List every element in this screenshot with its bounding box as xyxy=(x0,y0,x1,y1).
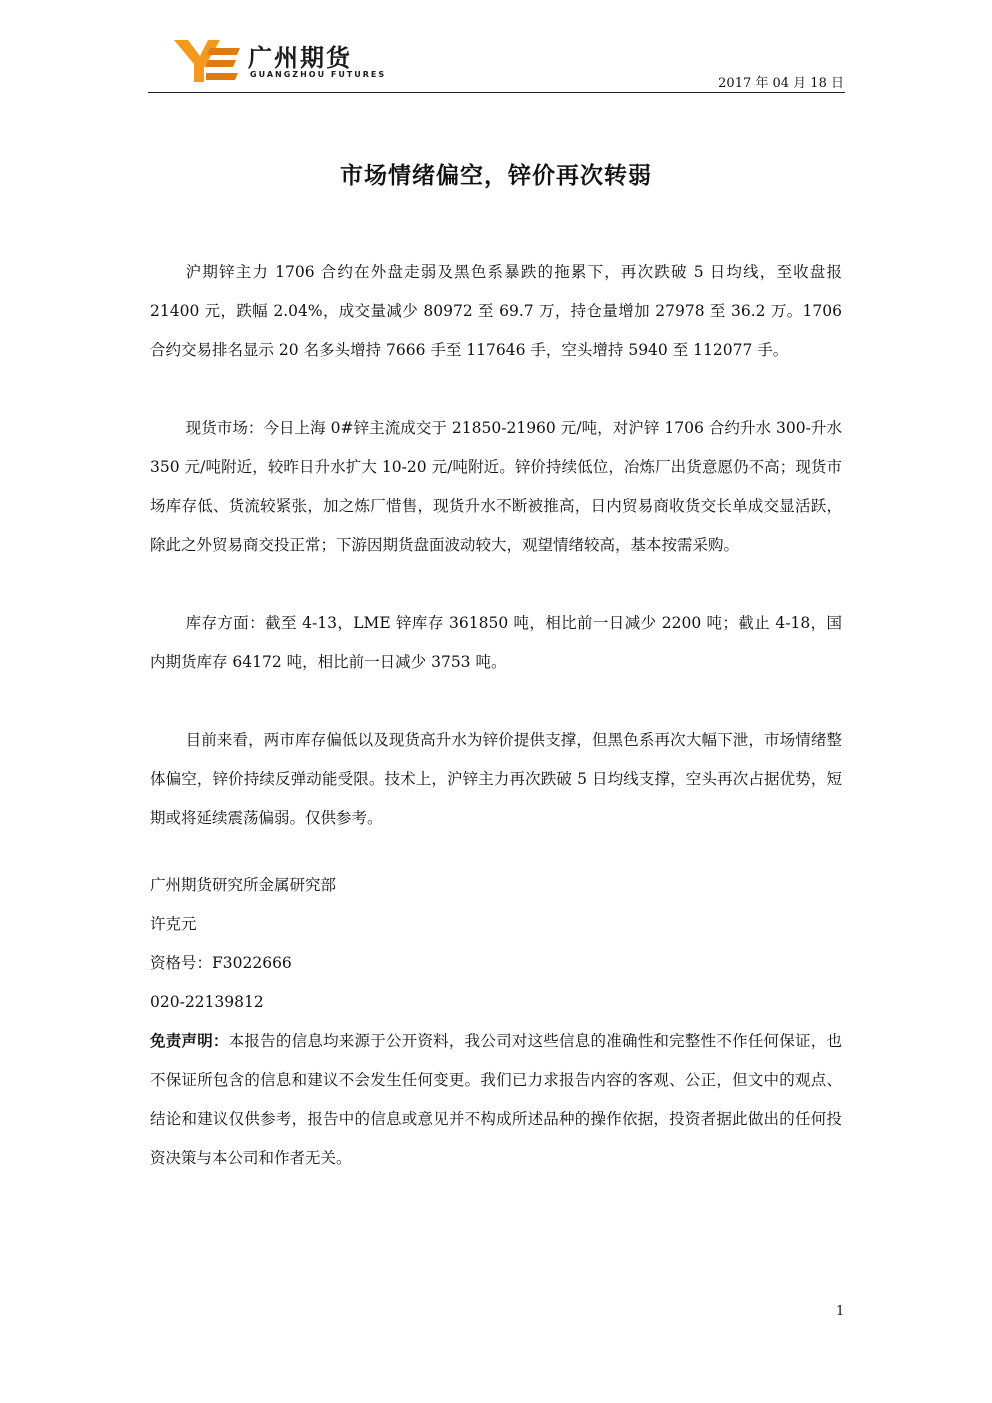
signature-phone: 020-22139812 xyxy=(150,993,264,1011)
signature-author: 许克元 xyxy=(150,915,197,933)
logo-english-name: GUANGZHOU FUTURES xyxy=(250,70,387,79)
disclaimer xyxy=(150,1022,842,1178)
report-body xyxy=(150,253,842,1178)
paragraph-market: 沪期锌主力 1706 合约在外盘走弱及黑色系暴跌的拖累下，再次跌破 5 日均线，至收盘报 21400 元，跌幅 2.04%，成交量减少 80972 至 69.7 万，持仓量增加 27978 至 36.2 万。1706 合约交易排名显示 20 名多头增持 7666 手至 117646 手，空头增持 5940 至 112077 手。 xyxy=(150,263,842,359)
paragraph-outlook: 目前来看，两市库存偏低以及现货高升水为锌价提供支撑，但黑色系再次大幅下泄，市场情绪整体偏空，锌价持续反弹动能受限。技术上，沪锌主力再次跌破 5 日均线支撑，空头再次占据优势，短期或将延续震荡偏弱。仅供参考。 xyxy=(150,731,842,827)
signature-department: 广州期货研究所金属研究部 xyxy=(150,876,337,894)
report-date: 2017 年 04 月 18 日 xyxy=(718,76,844,91)
paragraph-spot: 现货市场：今日上海 0#锌主流成交于 21850-21960 元/吨，对沪锌 1706 合约升水 300-升水 350 元/吨附近，较昨日升水扩大 10-20 元/吨附近。锌价持续低位，冶炼厂出货意愿仍不高；现货市场库存低、货流较紧张，加之炼厂惜售，现货升水不断被推高，日内贸易商收货交长单成交显活跃，除此之外贸易商交投正常；下游因期货盘面波动较大，观望情绪较高，基本按需采购。 xyxy=(150,419,842,554)
paragraph-inventory: 库存方面：截至 4-13，LME 锌库存 361850 吨，相比前一日减少 2200 吨；截止 4-18，国内期货库存 64172 吨，相比前一日减少 3753 吨。 xyxy=(150,614,842,671)
disclaimer-text: 本报告的信息均来源于公开资料，我公司对这些信息的准确性和完整性不作任何保证，也不保证所包含的信息和建议不会发生任何变更。我们已力求报告内容的客观、公正，但文中的观点、结论和建议仅供参考，报告中的信息或意见并不构成所述品种的操作依据，投资者据此做出的任何投资决策与本公司和作者无关。 xyxy=(150,1032,842,1167)
report-title: 市场情绪偏空，锌价再次转弱 xyxy=(340,163,652,189)
signature-qualification: 资格号：F3022666 xyxy=(150,954,292,972)
disclaimer-label: 免责声明： xyxy=(150,1032,229,1050)
page-number: 1 xyxy=(836,1304,845,1319)
header-divider xyxy=(148,92,845,93)
logo-mark-icon xyxy=(172,38,242,84)
signature-block xyxy=(150,866,842,1022)
company-logo xyxy=(172,38,402,88)
logo-chinese-name: 广州期货 xyxy=(248,44,352,72)
